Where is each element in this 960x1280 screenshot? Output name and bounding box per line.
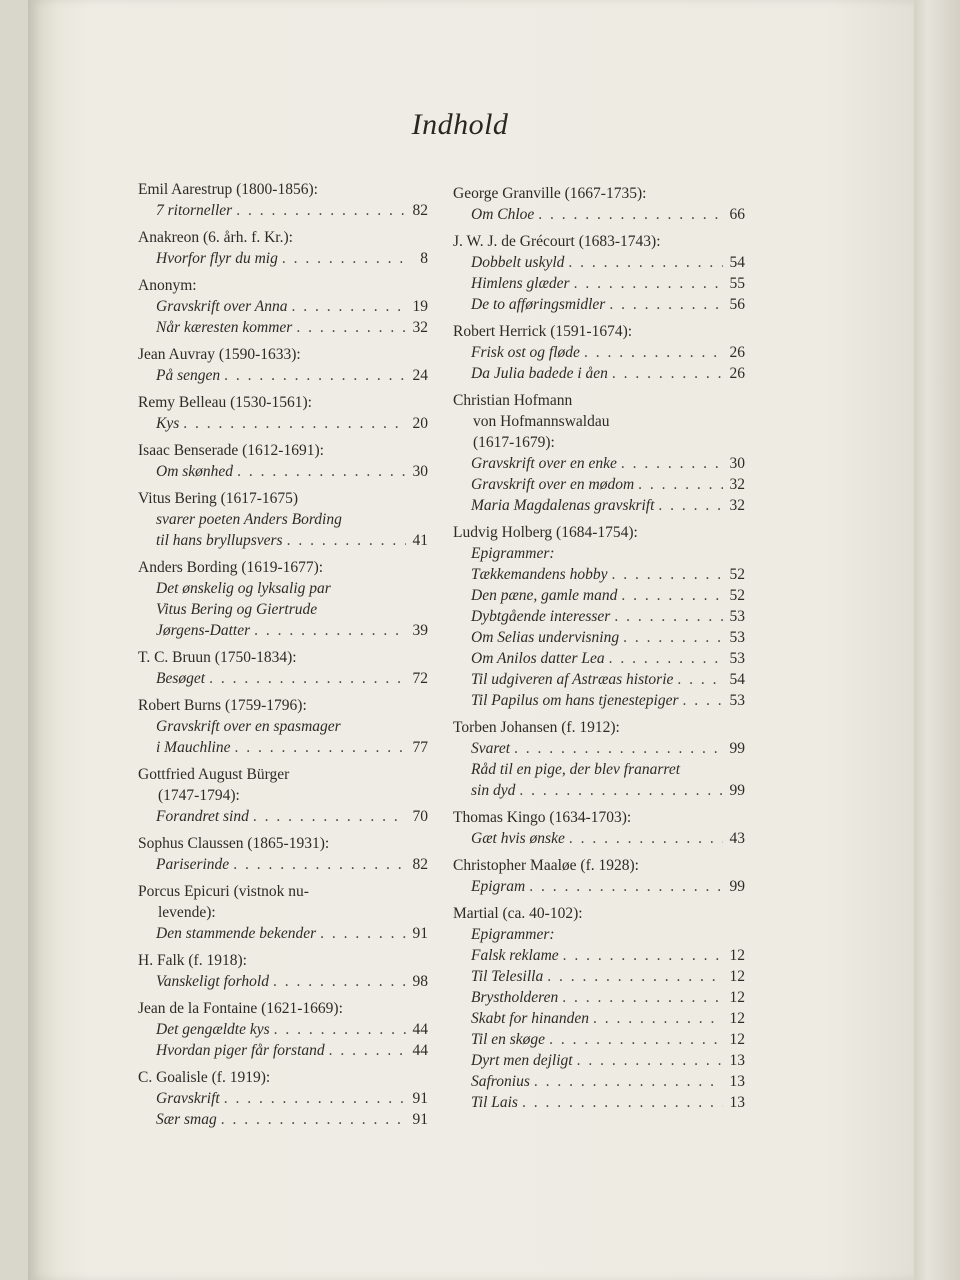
author-name: Porcus Epicuri (vistnok nu- [138,883,309,900]
work-title: Gæt hvis ønske [471,830,565,847]
dot-leader [522,1092,723,1113]
dot-leader [529,876,723,897]
page-number: 30 [729,455,745,472]
section-subheading: Epigrammer: [471,545,555,562]
page-number: 26 [729,365,745,382]
dot-leader [623,627,723,648]
dot-leader [538,204,723,225]
dot-leader [563,945,723,966]
page-number: 12 [729,947,745,964]
toc-work-row [453,1008,745,1029]
author-name: Sophus Claussen (1865-1931): [138,835,330,852]
page-number: 44 [412,1021,428,1038]
toc-work-row [138,200,428,221]
toc-work-row [138,737,428,758]
page-number: 52 [729,566,745,583]
page-number: 53 [729,692,745,709]
dot-leader [253,806,406,827]
work-title: Besøget [156,670,206,687]
toc-entry [453,390,745,516]
work-title: Om Chloe [471,206,535,223]
author-name: Anakreon (6. årh. f. Kr.): [138,229,293,246]
toc-entry [138,440,428,482]
toc-entry [453,903,745,1113]
toc-entry [453,807,745,849]
page-number: 53 [729,650,745,667]
dot-leader [584,342,723,363]
toc-column-right [453,183,745,1119]
toc-entry [453,183,745,225]
dot-leader [534,1071,723,1092]
work-title: Svaret [471,740,511,757]
toc-work-row [453,828,745,849]
dot-leader [209,668,406,689]
toc-work-row [138,1019,428,1040]
dot-leader [549,1029,723,1050]
work-title: Det ønskelig og lyksalig par [156,580,331,597]
author-name: George Granville (1667-1735): [453,185,647,202]
dot-leader [287,530,406,551]
page-number: 70 [412,808,428,825]
work-title: 7 ritorneller [156,202,233,219]
toc-work-row [138,854,428,875]
toc-work-row [138,971,428,992]
work-title: svarer poeten Anders Bording [156,511,342,528]
page-number: 13 [729,1052,745,1069]
toc-work-row [453,585,745,606]
work-title: Råd til en pige, der blev franarret [471,761,681,778]
work-title: Gravskrift over Anna [156,298,288,315]
page-number: 99 [729,782,745,799]
work-title: Til Lais [471,1094,518,1111]
work-title: På sengen [156,367,221,384]
toc-work-row [453,669,745,690]
dot-leader [577,1050,723,1071]
work-title: Dybtgående interesser [471,608,611,625]
page-number: 12 [729,1031,745,1048]
toc-entry [138,998,428,1061]
toc-work-row [138,461,428,482]
dot-leader [233,854,406,875]
dot-leader [677,669,723,690]
page-number: 39 [412,622,428,639]
toc-work-row [453,627,745,648]
page-number: 12 [729,1010,745,1027]
toc-work-row [453,294,745,315]
author-name: Jean de la Fontaine (1621-1669): [138,1000,343,1017]
toc-entry [453,717,745,801]
work-title: Til udgiveren af Astræas historie [471,671,674,688]
toc-work-row [453,495,745,516]
dot-leader [612,363,723,384]
dot-leader [547,966,723,987]
author-name: (1747-1794): [158,787,240,804]
dot-leader [593,1008,723,1029]
toc-work-row [453,1071,745,1092]
author-name: Christopher Maaløe (f. 1928): [453,857,639,874]
page-number: 30 [412,463,428,480]
dot-leader [291,296,406,317]
page-number: 13 [729,1094,745,1111]
toc-work-row [138,530,428,551]
dot-leader [609,294,723,315]
page-title: Indhold [411,108,509,141]
work-title: Når kæresten kommer [156,319,293,336]
toc-entry [138,764,428,827]
dot-leader [519,780,723,801]
work-title: Den pæne, gamle mand [471,587,618,604]
author-name: H. Falk (f. 1918): [138,952,247,969]
dot-leader [568,252,723,273]
toc-work-row [138,413,428,434]
toc-work-row [138,806,428,827]
author-name: Thomas Kingo (1634-1703): [453,809,632,826]
work-title: Dyrt men dejligt [471,1052,573,1069]
page-number: 54 [729,671,745,688]
page-number: 32 [412,319,428,336]
toc-entry [138,179,428,221]
page-number: 32 [729,476,745,493]
page-number: 24 [412,367,428,384]
toc-entry [138,950,428,992]
author-name: Remy Belleau (1530-1561): [138,394,312,411]
author-name: Anonym: [138,277,197,294]
toc-work-row [453,1092,745,1113]
toc-entry [138,647,428,689]
toc-entry [453,522,745,711]
work-title: Sær smag [156,1111,217,1128]
author-name: J. W. J. de Grécourt (1683-1743): [453,233,661,250]
toc-work-row [138,923,428,944]
page-number: 82 [412,856,428,873]
dot-leader [514,738,723,759]
author-name: levende): [158,904,216,921]
page-number: 55 [729,275,745,292]
work-title: Gravskrift [156,1090,220,1107]
toc-entry [138,392,428,434]
toc-work-row [453,606,745,627]
work-title: Kys [156,415,180,432]
toc-entry [138,344,428,386]
page-number: 20 [412,415,428,432]
work-title: Himlens glæder [471,275,570,292]
author-name: Torben Johansen (f. 1912): [453,719,620,736]
toc-entry [138,833,428,875]
page-number: 43 [729,830,745,847]
dot-leader [621,453,723,474]
toc-entry [453,321,745,384]
work-title: Gravskrift over en mødom [471,476,635,493]
page-number: 19 [412,298,428,315]
toc-work-row [138,1088,428,1109]
toc-entry [453,855,745,897]
work-title: Til en skøge [471,1031,546,1048]
dot-leader [221,1109,406,1130]
page-number: 52 [729,587,745,604]
dot-leader [614,606,723,627]
toc-work-row [453,564,745,585]
toc-entry [138,488,428,551]
page-number: 77 [412,739,428,756]
work-title: Maria Magdalenas gravskrift [471,497,655,514]
author-name: Ludvig Holberg (1684-1754): [453,524,638,541]
dot-leader [658,495,723,516]
page-number: 72 [412,670,428,687]
work-title: Epigram [471,878,526,895]
toc-work-row [138,296,428,317]
dot-leader [237,461,406,482]
dot-leader [273,971,406,992]
toc-entry [138,881,428,944]
work-title: sin dyd [471,782,516,799]
work-title: Frisk ost og fløde [471,344,580,361]
page-number: 91 [412,1090,428,1107]
dot-leader [621,585,723,606]
author-name: Anders Bording (1619-1677): [138,559,324,576]
work-title: Om Selias undervisning [471,629,620,646]
toc-work-row [453,273,745,294]
page-number: 91 [412,1111,428,1128]
toc-work-row [138,248,428,269]
dot-leader [611,564,723,585]
toc-work-row [453,780,745,801]
author-name: Gottfried August Bürger [138,766,290,783]
work-title: i Mauchline [156,739,231,756]
work-title: Da Julia badede i åen [471,365,608,382]
toc-entry [138,695,428,758]
toc-work-row [453,453,745,474]
page-number: 12 [729,968,745,985]
toc-work-row [453,876,745,897]
dot-leader [562,987,723,1008]
work-title: Dobbelt uskyld [471,254,565,271]
dot-leader [574,273,723,294]
work-title: Hvordan piger får forstand [156,1042,325,1059]
toc-work-row [138,1109,428,1130]
dot-leader [183,413,406,434]
toc-work-row [138,317,428,338]
toc-entry [138,1067,428,1130]
toc-work-row [453,342,745,363]
work-title: Forandret sind [156,808,249,825]
work-title: Pariserinde [156,856,230,873]
work-title: Hvorfor flyr du mig [156,250,278,267]
page-number: 66 [729,206,745,223]
work-title: Om skønhed [156,463,234,480]
toc-work-row [453,204,745,225]
dot-leader [296,317,406,338]
page-number: 99 [729,878,745,895]
toc-work-row [453,945,745,966]
dot-leader [224,1088,406,1109]
author-name: Emil Aarestrup (1800-1856): [138,181,318,198]
work-title: Gravskrift over en enke [471,455,617,472]
work-title: Falsk reklame [471,947,559,964]
work-title: Den stammende bekender [156,925,317,942]
page-number: 56 [729,296,745,313]
page-number: 99 [729,740,745,757]
work-title: til hans bryllupsvers [156,532,283,549]
dot-leader [224,365,406,386]
toc-work-row [453,252,745,273]
author-name: Robert Herrick (1591-1674): [453,323,633,340]
work-title: De to afføringsmidler [471,296,606,313]
author-name: Jean Auvray (1590-1633): [138,346,301,363]
work-title: Vitus Bering og Giertrude [156,601,318,618]
page-number: 53 [729,608,745,625]
dot-leader [683,690,723,711]
page-number: 91 [412,925,428,942]
toc-column-left [138,179,428,1136]
author-name: Robert Burns (1759-1796): [138,697,307,714]
work-title: Til Papilus om hans tjenestepiger [471,692,679,709]
dot-leader [320,923,406,944]
work-title: Om Anilos datter Lea [471,650,605,667]
work-title: Vanskeligt forhold [156,973,269,990]
section-subheading: Epigrammer: [471,926,555,943]
dot-leader [254,620,406,641]
work-title: Skabt for hinanden [471,1010,589,1027]
work-title: Gravskrift over en spasmager [156,718,341,735]
page-number: 13 [729,1073,745,1090]
toc-work-row [453,648,745,669]
author-name: (1617-1679): [473,434,555,451]
toc-work-row [453,1029,745,1050]
dot-leader [569,828,723,849]
toc-entry [138,275,428,338]
toc-work-row [453,474,745,495]
page-number: 44 [412,1042,428,1059]
page-number: 8 [420,250,428,267]
page-number: 98 [412,973,428,990]
toc-entry [138,227,428,269]
author-name: T. C. Bruun (1750-1834): [138,649,297,666]
toc-work-row [453,738,745,759]
author-name: Vitus Bering (1617-1675) [138,490,299,507]
author-name: Martial (ca. 40-102): [453,905,583,922]
dot-leader [234,737,406,758]
toc-work-row [138,620,428,641]
author-name: Christian Hofmann [453,392,573,409]
page-number: 41 [412,532,428,549]
page-number: 12 [729,989,745,1006]
page-number: 54 [729,254,745,271]
dot-leader [638,474,723,495]
author-name: von Hofmannswaldau [473,413,610,430]
dot-leader [609,648,723,669]
dot-leader [282,248,406,269]
work-title: Safronius [471,1073,530,1090]
toc-work-row [453,966,745,987]
page-number: 53 [729,629,745,646]
toc-work-row [138,365,428,386]
toc-work-row [138,668,428,689]
toc-work-row [453,1050,745,1071]
work-title: Brystholderen [471,989,559,1006]
toc-entry [453,231,745,315]
toc-work-row [453,987,745,1008]
work-title: Jørgens-Datter [156,622,251,639]
work-title: Tækkemandens hobby [471,566,608,583]
page-number: 32 [729,497,745,514]
dot-leader [274,1019,406,1040]
work-title: Til Telesilla [471,968,544,985]
page-number: 26 [729,344,745,361]
page-number: 82 [412,202,428,219]
toc-work-row [453,690,745,711]
toc-work-row [453,363,745,384]
dot-leader [329,1040,406,1061]
dot-leader [236,200,406,221]
author-name: C. Goalisle (f. 1919): [138,1069,271,1086]
toc-entry [138,557,428,641]
toc-work-row [138,1040,428,1061]
author-name: Isaac Benserade (1612-1691): [138,442,324,459]
work-title: Det gengældte kys [156,1021,270,1038]
